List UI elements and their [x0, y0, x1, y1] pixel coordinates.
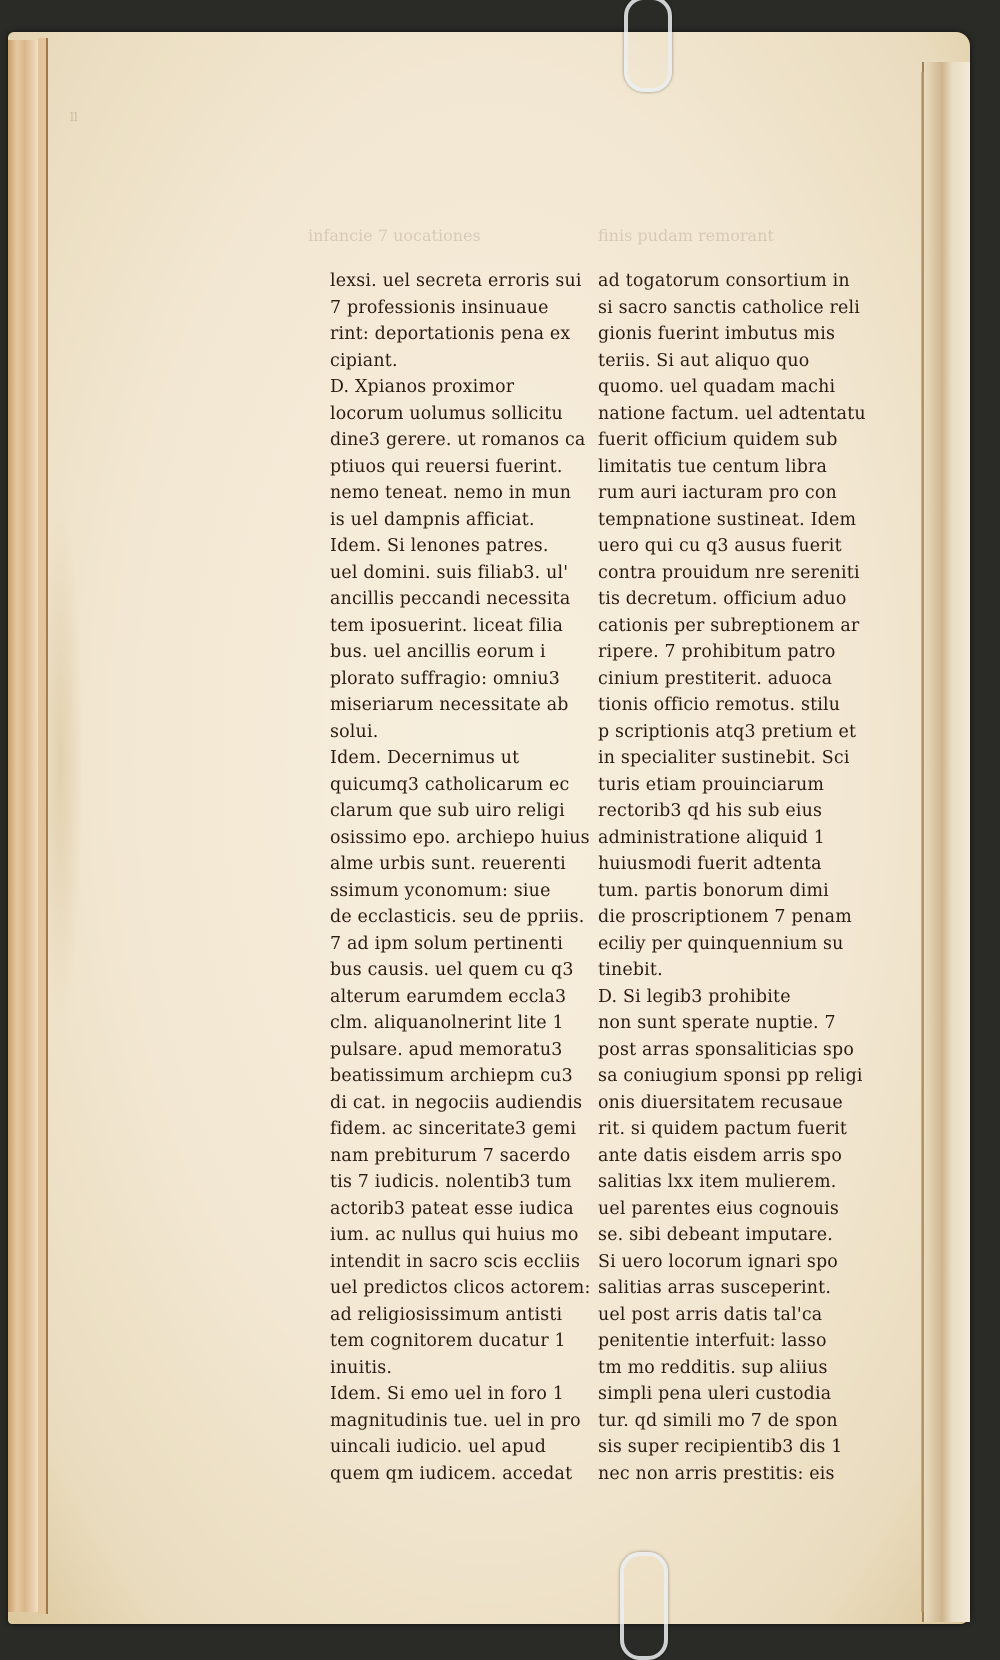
right-column-line: cinium prestiterit. aduoca: [598, 668, 833, 689]
right-column-line: simpli pena uleri custodia: [598, 1384, 832, 1404]
right-column-line: teriis. Si aut aliquo quo: [598, 350, 810, 371]
left-column-line: locorum uolumus sollicitu: [330, 403, 563, 424]
right-column-line: tur. qd simili mo 7 de spon: [598, 1410, 838, 1431]
page-fold-line: [921, 72, 924, 1612]
left-column-line: quicumq3 catholicarum ec: [330, 774, 570, 795]
page-clip-top: [624, 0, 672, 92]
left-column-line: alterum earumdem eccla3: [330, 986, 567, 1007]
page-edge-left: [8, 40, 39, 1612]
left-column-line: miseriarum necessitate ab: [330, 695, 569, 715]
right-column-line: rit. si quidem pactum fuerit: [598, 1119, 848, 1139]
right-column-line: sa coniugium sponsi pp religi: [598, 1066, 863, 1086]
left-column-line: uel predictos clicos actorem:: [330, 1278, 591, 1298]
left-column-line: ancillis peccandi necessita: [330, 589, 571, 609]
left-column-line: quem qm iudicem. accedat: [330, 1463, 573, 1484]
right-column-line: fuerit officium quidem sub: [598, 430, 838, 450]
left-column-line: solui.: [330, 721, 379, 742]
left-column-line: Idem. Decernimus ut: [330, 748, 520, 768]
right-column-line: p scriptionis atq3 pretium et: [598, 721, 857, 742]
left-column-line: nam prebiturum 7 sacerdo: [330, 1145, 571, 1166]
right-column-line: tionis officio remotus. stilu: [598, 695, 841, 715]
right-column-line: natione factum. uel adtentatu: [598, 403, 866, 424]
bleed-through-text-right: finis pudam remorant: [598, 226, 774, 245]
right-column-line: in specialiter sustinebit. Sci: [598, 748, 850, 768]
left-column-line: clm. aliquanolnerint lite 1: [330, 1013, 564, 1033]
left-column-line: de ecclasticis. seu de ppriis.: [330, 907, 585, 927]
left-column-line: inuitis.: [330, 1357, 393, 1378]
right-column-line: rum auri iacturam pro con: [598, 483, 837, 503]
bleed-through-text-left: infancie 7 uocationes: [308, 226, 481, 245]
right-column-line: gionis fuerint imbutus mis: [598, 324, 836, 344]
right-column-line: tempnatione sustineat. Idem: [598, 509, 857, 530]
left-column-line: ad religiosissimum antisti: [330, 1304, 563, 1325]
page-stain: [38, 502, 83, 1022]
left-column-line: osissimo epo. archiepo huius: [330, 827, 590, 848]
left-column-line: 7 ad ipm solum pertinenti: [330, 933, 564, 954]
left-column-line: beatissimum archiepm cu3: [330, 1066, 573, 1086]
left-column-line: nemo teneat. nemo in mun: [330, 483, 572, 503]
right-column-line: sis super recipientib3 dis 1: [598, 1437, 843, 1457]
right-column-line: uero qui cu q3 ausus fuerit: [598, 536, 842, 556]
left-column-line: D. Xpianos proximor: [330, 377, 515, 397]
left-column-line: alme urbis sunt. reuerenti: [330, 854, 566, 874]
right-column-line: tis decretum. officium aduo: [598, 589, 847, 609]
right-column-line: eciliy per quinquennium su: [598, 933, 844, 954]
right-column-line: tum. partis bonorum dimi: [598, 880, 829, 901]
left-column-line: bus causis. uel quem cu q3: [330, 960, 574, 980]
right-column-line: Si uero locorum ignari spo: [598, 1251, 838, 1272]
folio-mark: ll: [70, 110, 78, 124]
right-column-line: quomo. uel quadam machi: [598, 377, 836, 397]
left-column-line: ssimum yconomum: siue: [330, 880, 551, 901]
left-column-line: tis 7 iudicis. nolentib3 tum: [330, 1172, 572, 1192]
right-column-line: ripere. 7 prohibitum patro: [598, 642, 836, 662]
right-column-line: rectorib3 qd his sub eius: [598, 801, 823, 821]
left-column-line: magnitudinis tue. uel in pro: [330, 1410, 581, 1431]
left-column-line: is uel dampnis afficiat.: [330, 509, 535, 530]
left-column-line: fidem. ac sinceritate3 gemi: [330, 1119, 577, 1139]
manuscript-page: [8, 32, 970, 1624]
left-column-line: cipiant.: [330, 350, 398, 371]
right-column-line: non sunt sperate nuptie. 7: [598, 1013, 836, 1033]
right-column-line: tm mo redditis. sup aliius: [598, 1357, 828, 1378]
left-column-line: bus. uel ancillis eorum i: [330, 642, 546, 662]
right-column-line: uel post arris datis tal'ca: [598, 1304, 823, 1325]
right-column-line: ad togatorum consortium in: [598, 271, 850, 291]
left-column-line: Idem. Si emo uel in foro 1: [330, 1384, 564, 1404]
right-column-line: turis etiam prouinciarum: [598, 774, 825, 795]
right-column-line: se. sibi debeant imputare.: [598, 1225, 833, 1245]
right-column-line: salitias lxx item mulierem.: [598, 1172, 837, 1192]
right-column-line: tinebit.: [598, 960, 663, 980]
right-column-line: limitatis tue centum libra: [598, 456, 828, 477]
text-column-left: [330, 268, 591, 1487]
right-column-line: cationis per subreptionem ar: [598, 615, 860, 636]
left-column-line: tem cognitorem ducatur 1: [330, 1331, 566, 1351]
right-column-line: salitias arras susceperint.: [598, 1278, 832, 1298]
right-column-line: administratione aliquid 1: [598, 827, 826, 848]
right-column-line: penitentie interfuit: lasso: [598, 1331, 827, 1351]
left-column-line: uel domini. suis filiab3. ul': [330, 562, 569, 583]
page-clip-bottom: [620, 1552, 668, 1660]
left-column-line: dine3 gerere. ut romanos ca: [330, 430, 586, 450]
left-column-line: rint: deportationis pena ex: [330, 324, 571, 344]
left-column-line: pulsare. apud memoratu3: [330, 1039, 563, 1060]
right-column-line: D. Si legib3 prohibite: [598, 986, 791, 1007]
right-column-line: onis diuersitatem recusaue: [598, 1092, 843, 1113]
left-column-line: Idem. Si lenones patres.: [330, 536, 549, 556]
left-column-line: clarum que sub uiro religi: [330, 801, 565, 821]
left-column-line: ptiuos qui reuersi fuerint.: [330, 456, 563, 477]
right-column-line: die proscriptionem 7 penam: [598, 907, 852, 927]
text-column-right: [598, 268, 866, 1487]
page-edge-right: [922, 62, 970, 1622]
left-column-line: plorato suffragio: omniu3: [330, 668, 561, 689]
right-column-line: post arras sponsaliticias spo: [598, 1039, 855, 1060]
left-column-line: actorib3 pateat esse iudica: [330, 1198, 574, 1219]
right-column-line: contra prouidum nre sereniti: [598, 562, 860, 583]
right-column-line: huiusmodi fuerit adtenta: [598, 854, 822, 874]
left-column-line: tem iposuerint. liceat filia: [330, 615, 564, 636]
left-column-line: intendit in sacro scis eccliis: [330, 1251, 581, 1272]
right-column-line: si sacro sanctis catholice reli: [598, 297, 860, 318]
right-column-line: uel parentes eius cognouis: [598, 1198, 840, 1219]
left-column-line: di cat. in negociis audiendis: [330, 1092, 583, 1113]
right-column-line: nec non arris prestitis: eis: [598, 1463, 835, 1484]
left-column-line: lexsi. uel secreta erroris sui: [330, 271, 582, 291]
left-column-line: ium. ac nullus qui huius mo: [330, 1225, 579, 1245]
left-column-line: 7 professionis insinuaue: [330, 297, 549, 318]
left-column-line: uincali iudicio. uel apud: [330, 1437, 547, 1457]
right-column-line: ante datis eisdem arris spo: [598, 1145, 843, 1166]
